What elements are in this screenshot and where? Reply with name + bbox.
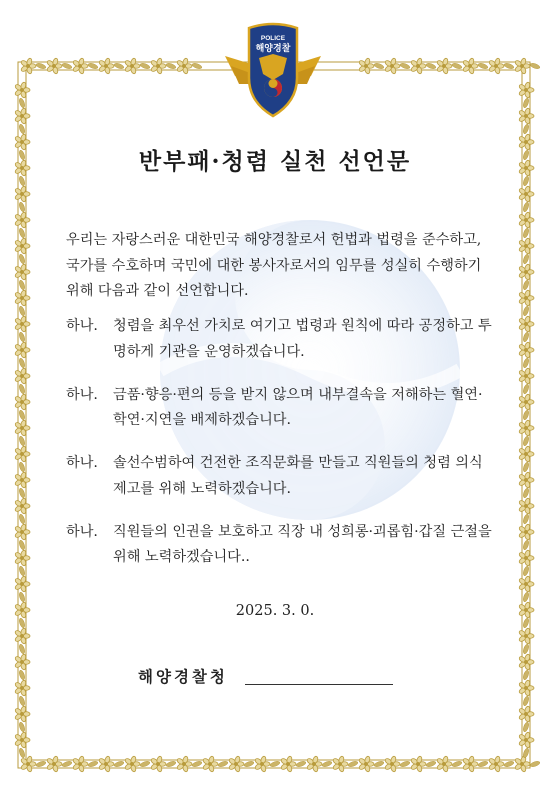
- border-flower: [518, 472, 534, 489]
- border-flower: [14, 498, 30, 515]
- border-leaf: [522, 644, 530, 655]
- border-flower: [124, 756, 140, 773]
- border-flower: [14, 264, 30, 281]
- border-leaf: [244, 760, 255, 768]
- border-leaf: [522, 670, 530, 681]
- border-leaf: [522, 410, 530, 421]
- border-leaf: [18, 488, 26, 499]
- pledge-lead: 하나.: [66, 455, 98, 471]
- border-flower: [384, 58, 400, 75]
- border-leaf: [18, 384, 26, 395]
- border-flower: [518, 264, 534, 281]
- border-flower: [98, 756, 114, 773]
- border-leaf: [522, 98, 530, 109]
- border-leaf: [18, 358, 26, 369]
- border-flower: [14, 524, 30, 541]
- border-flower: [514, 58, 530, 75]
- border-leaf: [18, 670, 26, 681]
- border-flower: [14, 108, 30, 125]
- border-leaf: [114, 760, 125, 768]
- border-leaf: [522, 618, 530, 629]
- border-leaf: [522, 514, 530, 525]
- border-flower: [488, 58, 504, 75]
- border-leaf: [348, 760, 359, 768]
- border-leaf: [88, 62, 99, 70]
- border-leaf: [522, 202, 530, 213]
- border-leaf: [18, 618, 26, 629]
- border-flower: [14, 628, 30, 645]
- border-leaf: [522, 488, 530, 499]
- border-leaf: [218, 760, 229, 768]
- intro-paragraph: 우리는 자랑스러운 대한민국 해양경찰로서 헌법과 법령을 준수하고, 국가를 수호하며 국민에 대한 봉사자로서의 임무를 성실히 수행하기 위해 다음과 같이 선언합니다.: [66, 232, 482, 299]
- border-flower: [20, 756, 36, 773]
- border-leaf: [400, 760, 411, 768]
- border-leaf: [18, 202, 26, 213]
- border-leaf: [522, 332, 530, 343]
- border-leaf: [522, 306, 530, 317]
- border-flower: [518, 446, 534, 463]
- border-leaf: [522, 566, 530, 577]
- coast-guard-emblem: [221, 18, 325, 122]
- page-title: 반부패·청렴 실천 선언문: [138, 148, 412, 175]
- border-leaf: [192, 62, 203, 70]
- border-flower: [518, 394, 534, 411]
- border-leaf: [478, 62, 489, 70]
- pledge-lead: 하나.: [66, 386, 98, 403]
- border-leaf: [522, 384, 530, 395]
- border-flower: [14, 654, 30, 671]
- border-leaf: [452, 760, 463, 768]
- border-leaf: [18, 410, 26, 421]
- border-leaf: [166, 760, 177, 768]
- border-flower: [14, 576, 30, 593]
- border-leaf: [18, 644, 26, 655]
- border-flower: [14, 212, 30, 229]
- border-leaf: [522, 748, 530, 759]
- border-leaf: [504, 760, 515, 768]
- border-flower: [518, 654, 534, 671]
- signature-line: [245, 684, 393, 685]
- border-leaf: [62, 62, 73, 70]
- organization-name: 해양경찰청: [138, 667, 228, 686]
- pledge-item: [66, 451, 496, 502]
- svg-text:POLICE: POLICE: [260, 35, 286, 42]
- border-leaf: [18, 540, 26, 551]
- border-flower: [14, 706, 30, 723]
- border-flower: [514, 756, 530, 773]
- border-leaf: [374, 62, 385, 70]
- border-leaf: [140, 62, 151, 70]
- border-leaf: [522, 228, 530, 239]
- border-leaf: [400, 62, 411, 70]
- border-flower: [72, 58, 88, 75]
- border-flower: [518, 368, 534, 385]
- pledge-text: 솔선수범하여 건전한 조직문화를 만들고 직원들의 청렴 의식 제고를 위해 노력하겠습니다.: [113, 455, 483, 497]
- border-leaf: [18, 228, 26, 239]
- pledge-text: 직원들의 인권을 보호하고 직장 내 성희롱·괴롭힘·갑질 근절을 위해 노력하겠습니다..: [113, 523, 492, 565]
- border-leaf: [36, 62, 47, 70]
- border-flower: [14, 732, 30, 749]
- border-leaf: [522, 436, 530, 447]
- border-flower: [14, 394, 30, 411]
- border-flower: [14, 82, 30, 99]
- border-flower: [410, 756, 426, 773]
- border-flower: [518, 628, 534, 645]
- border-flower: [14, 238, 30, 255]
- pledge-item: [66, 520, 496, 571]
- border-flower: [72, 756, 88, 773]
- border-leaf: [166, 62, 177, 70]
- border-flower: [462, 756, 478, 773]
- pledge-text: 금품·향응·편의 등을 받지 않으며 내부결속을 저해하는 혈연·학연·지연을 배제하겠습니다.: [113, 386, 483, 428]
- border-leaf: [62, 760, 73, 768]
- border-flower: [488, 756, 504, 773]
- border-flower: [358, 756, 374, 773]
- border-leaf: [530, 760, 541, 768]
- border-flower: [150, 58, 166, 75]
- border-leaf: [18, 254, 26, 265]
- border-leaf: [18, 176, 26, 187]
- border-flower: [518, 420, 534, 437]
- declaration-date: 2025. 3. 0.: [235, 603, 315, 619]
- border-flower: [518, 108, 534, 125]
- border-flower: [202, 756, 218, 773]
- border-leaf: [18, 514, 26, 525]
- border-leaf: [522, 176, 530, 187]
- border-leaf: [426, 760, 437, 768]
- border-leaf: [18, 306, 26, 317]
- border-flower: [518, 316, 534, 333]
- border-flower: [14, 446, 30, 463]
- border-leaf: [18, 722, 26, 733]
- border-flower: [306, 756, 322, 773]
- border-flower: [254, 756, 270, 773]
- border-flower: [14, 420, 30, 437]
- border-leaf: [270, 760, 281, 768]
- border-flower: [124, 58, 140, 75]
- border-flower: [150, 756, 166, 773]
- border-flower: [518, 82, 534, 99]
- border-flower: [14, 186, 30, 203]
- border-leaf: [18, 592, 26, 603]
- border-flower: [518, 524, 534, 541]
- border-leaf: [522, 358, 530, 369]
- border-flower: [14, 316, 30, 333]
- border-leaf: [504, 62, 515, 70]
- border-leaf: [522, 722, 530, 733]
- border-leaf: [88, 760, 99, 768]
- border-flower: [14, 290, 30, 307]
- border-flower: [228, 756, 244, 773]
- border-leaf: [522, 280, 530, 291]
- border-leaf: [522, 254, 530, 265]
- border-leaf: [18, 566, 26, 577]
- border-flower: [46, 58, 62, 75]
- pledge-lead: 하나.: [66, 318, 98, 334]
- border-leaf: [192, 760, 203, 768]
- border-leaf: [322, 760, 333, 768]
- border-flower: [518, 706, 534, 723]
- pledge-lead: 하나.: [66, 523, 98, 540]
- border-flower: [20, 58, 36, 75]
- border-leaf: [522, 696, 530, 707]
- border-flower: [518, 498, 534, 515]
- border-leaf: [522, 592, 530, 603]
- border-leaf: [18, 124, 26, 135]
- border-leaf: [18, 98, 26, 109]
- border-leaf: [18, 748, 26, 759]
- border-leaf: [140, 760, 151, 768]
- border-flower: [332, 756, 348, 773]
- border-leaf: [18, 436, 26, 447]
- border-flower: [518, 342, 534, 359]
- border-flower: [518, 238, 534, 255]
- border-flower: [14, 550, 30, 567]
- border-flower: [518, 550, 534, 567]
- pledge-list: [66, 314, 496, 588]
- border-flower: [518, 732, 534, 749]
- border-leaf: [18, 696, 26, 707]
- border-leaf: [114, 62, 125, 70]
- border-leaf: [530, 62, 541, 70]
- border-flower: [518, 290, 534, 307]
- border-leaf: [522, 124, 530, 135]
- border-leaf: [478, 760, 489, 768]
- border-leaf: [374, 760, 385, 768]
- border-flower: [436, 58, 452, 75]
- border-flower: [14, 368, 30, 385]
- border-flower: [384, 756, 400, 773]
- border-flower: [14, 342, 30, 359]
- border-flower: [462, 58, 478, 75]
- border-leaf: [18, 332, 26, 343]
- svg-text:해양경찰: 해양경찰: [255, 44, 291, 54]
- border-leaf: [452, 62, 463, 70]
- border-leaf: [296, 760, 307, 768]
- border-flower: [176, 756, 192, 773]
- pledge-text: 청렴을 최우선 가치로 여기고 법령과 원칙에 따라 공정하고 투명하게 기관을 운영하겠습니다.: [113, 318, 492, 360]
- border-flower: [518, 576, 534, 593]
- border-flower: [176, 58, 192, 75]
- pledge-item: [66, 314, 496, 365]
- border-leaf: [522, 462, 530, 473]
- border-flower: [280, 756, 296, 773]
- border-flower: [98, 58, 114, 75]
- border-leaf: [18, 462, 26, 473]
- border-leaf: [426, 62, 437, 70]
- border-flower: [436, 756, 452, 773]
- border-flower: [518, 212, 534, 229]
- border-flower: [410, 58, 426, 75]
- border-leaf: [36, 760, 47, 768]
- border-flower: [358, 58, 374, 75]
- border-flower: [518, 186, 534, 203]
- pledge-item: [66, 383, 496, 434]
- border-flower: [14, 472, 30, 489]
- border-leaf: [18, 280, 26, 291]
- border-flower: [46, 756, 62, 773]
- border-leaf: [522, 540, 530, 551]
- border-flower: [518, 680, 534, 697]
- border-flower: [14, 680, 30, 697]
